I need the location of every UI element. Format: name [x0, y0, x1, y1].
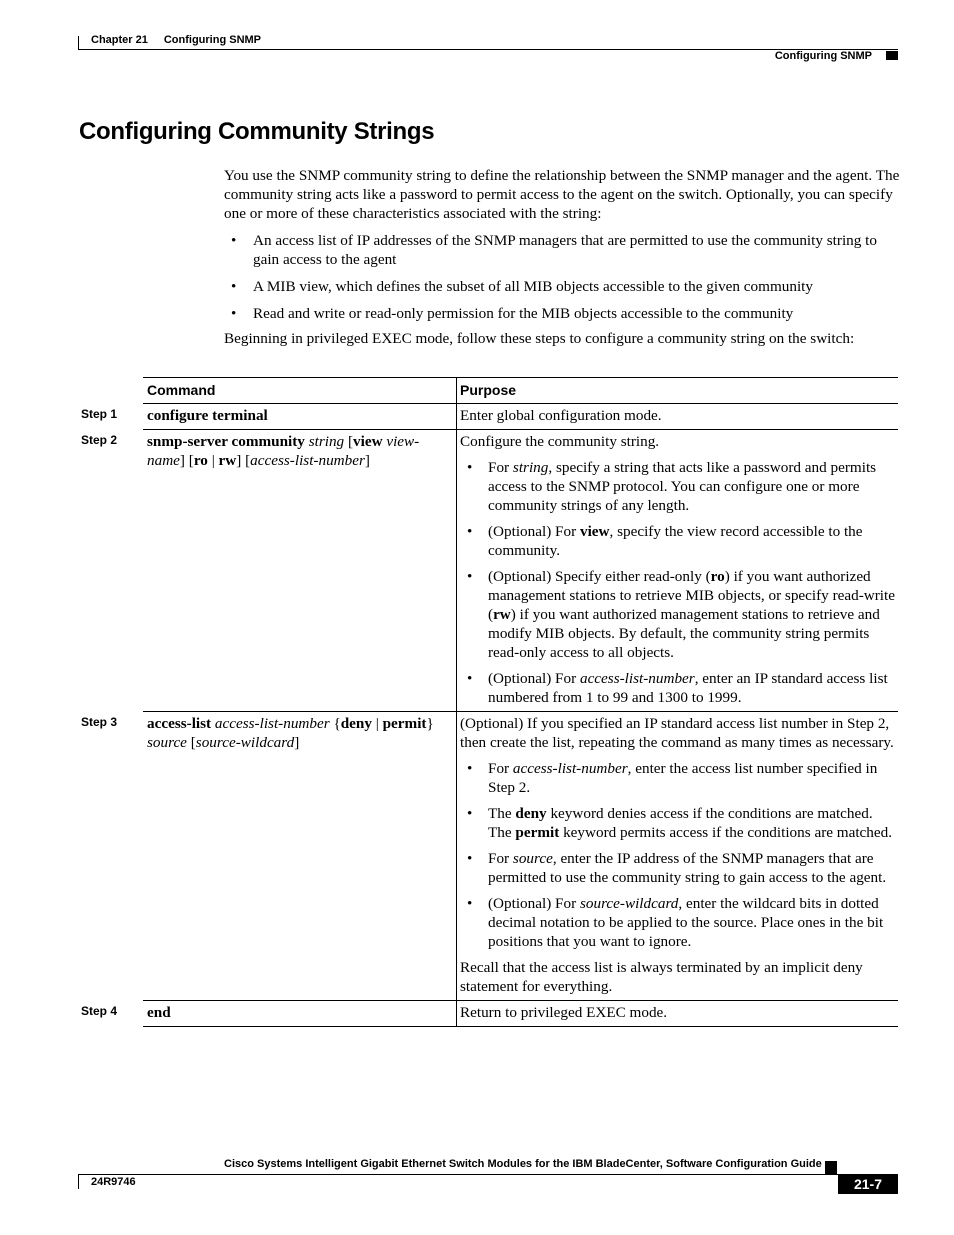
- purpose-text: (Optional) If you specified an IP standard access list number in Step 2, then create the list, repeating the command as many times as necessary.: [460, 715, 894, 751]
- list-item: • The deny keyword denies access if the conditions are matched. The permit keyword permits access if the conditions are matched.: [460, 804, 895, 842]
- list-item: • (Optional) For source-wildcard, enter the wildcard bits in dotted decimal notation to be applied to the source. Place ones in the bit positions that you want to ignore.: [460, 894, 895, 951]
- header-section: Configuring SNMP: [774, 50, 872, 62]
- table-row-step-2: [81, 430, 898, 712]
- list-item: • (Optional) For access-list-number, enter an IP standard access list numbered from 1 to 99 and 1300 to 1999.: [460, 669, 895, 707]
- list-item: • Read and write or read-only permission for the MIB objects accessible to the community: [224, 304, 900, 323]
- purpose-list: [460, 458, 895, 707]
- step-label: Step 1: [81, 407, 118, 421]
- header-left-bar: [78, 36, 79, 50]
- command-argument: access-list-number: [214, 715, 330, 732]
- table-row-step-1: [81, 404, 898, 430]
- table-header-row: [143, 378, 898, 404]
- purpose-cell: [456, 712, 898, 1000]
- command-keyword: view: [353, 433, 383, 450]
- footer-doc-number: 24R9746: [91, 1176, 136, 1188]
- steps-table: [81, 377, 898, 1027]
- command-keyword: permit: [382, 715, 427, 732]
- command-cell: [143, 404, 456, 429]
- header-chapter: [91, 34, 261, 46]
- header-marker: [886, 51, 898, 60]
- footer-marker: [825, 1161, 837, 1174]
- table-row-step-3: [81, 712, 898, 1001]
- command-argument: source-wildcard: [195, 734, 295, 751]
- purpose-cell: [456, 430, 898, 711]
- command-argument: string: [308, 433, 345, 450]
- footer-guide-title: Cisco Systems Intelligent Gigabit Ethernet Switch Modules for the IBM BladeCenter, Software Configuration Guide: [224, 1158, 822, 1170]
- command-keyword: rw: [218, 452, 237, 469]
- command-keyword: end: [147, 1004, 171, 1021]
- list-item: • (Optional) For view, specify the view record accessible to the community.: [460, 522, 895, 560]
- chapter-number: Chapter 21: [91, 34, 148, 46]
- footer-rule: [78, 1174, 898, 1175]
- page-number: 21-7: [838, 1174, 898, 1194]
- command-keyword: ro: [193, 452, 208, 469]
- list-item: • For access-list-number, enter the access list number specified in Step 2.: [460, 759, 895, 797]
- intro-paragraph: You use the SNMP community string to define the relationship between the SNMP manager and the agent. The community string acts like a password to permit access to the agent on the switch. Optionally, you can specify one or more of these characteristics associated with the string:: [224, 167, 900, 222]
- command-argument: view-name: [147, 433, 420, 469]
- list-item: • For string, specify a string that acts like a password and permits access to the SNMP protocol. You can configure one or more community strings of any length.: [460, 458, 895, 515]
- section-title: Configuring Community Strings: [79, 118, 435, 145]
- column-header-purpose: Purpose: [456, 378, 898, 403]
- command-cell: access-list access-list-number {deny | permit} source [source-wildcard]: [147, 715, 434, 751]
- table-row-step-4: [81, 1001, 898, 1027]
- purpose-note: Recall that the access list is always terminated by an implicit deny statement for everything.: [460, 959, 863, 995]
- characteristics-list: [224, 231, 900, 331]
- command-argument: source: [147, 734, 187, 751]
- column-header-command: Command: [147, 382, 216, 398]
- command-keyword: snmp-server community: [147, 433, 305, 450]
- command-keyword: configure terminal: [147, 407, 268, 424]
- command-argument: access-list-number: [250, 452, 365, 469]
- purpose-list: [460, 759, 895, 951]
- step-label: Step 4: [81, 1004, 118, 1018]
- step-label: Step 3: [81, 715, 118, 729]
- command-keyword: deny: [340, 715, 372, 732]
- lead-paragraph: Beginning in privileged EXEC mode, follow these steps to configure a community string on the switch:: [224, 330, 855, 347]
- purpose-cell: Return to privileged EXEC mode.: [456, 1001, 898, 1026]
- command-cell: [143, 1001, 456, 1026]
- list-item: • (Optional) Specify either read-only (ro) if you want authorized management stations to retrieve MIB objects, or specify read-write (rw) if you want authorized management stations to retrieve and modify MIB objects. By default, the community string permits read-only access to all objects.: [460, 567, 895, 662]
- list-item: • For source, enter the IP address of the SNMP managers that are permitted to use the community string to gain access to the agent.: [460, 849, 895, 887]
- list-item: • A MIB view, which defines the subset of all MIB objects accessible to the given community: [224, 277, 900, 296]
- chapter-title: Configuring SNMP: [163, 34, 262, 46]
- command-keyword: access-list: [147, 715, 212, 732]
- purpose-text: Configure the community string.: [460, 433, 660, 450]
- purpose-cell: Enter global configuration mode.: [456, 404, 898, 429]
- step-label: Step 2: [81, 433, 118, 447]
- list-item: • An access list of IP addresses of the SNMP managers that are permitted to use the community string to gain access to the agent: [224, 231, 900, 269]
- command-cell: snmp-server community string [view view-name] [ro | rw] [access-list-number]: [147, 433, 420, 469]
- footer-left-bar: [78, 1174, 79, 1189]
